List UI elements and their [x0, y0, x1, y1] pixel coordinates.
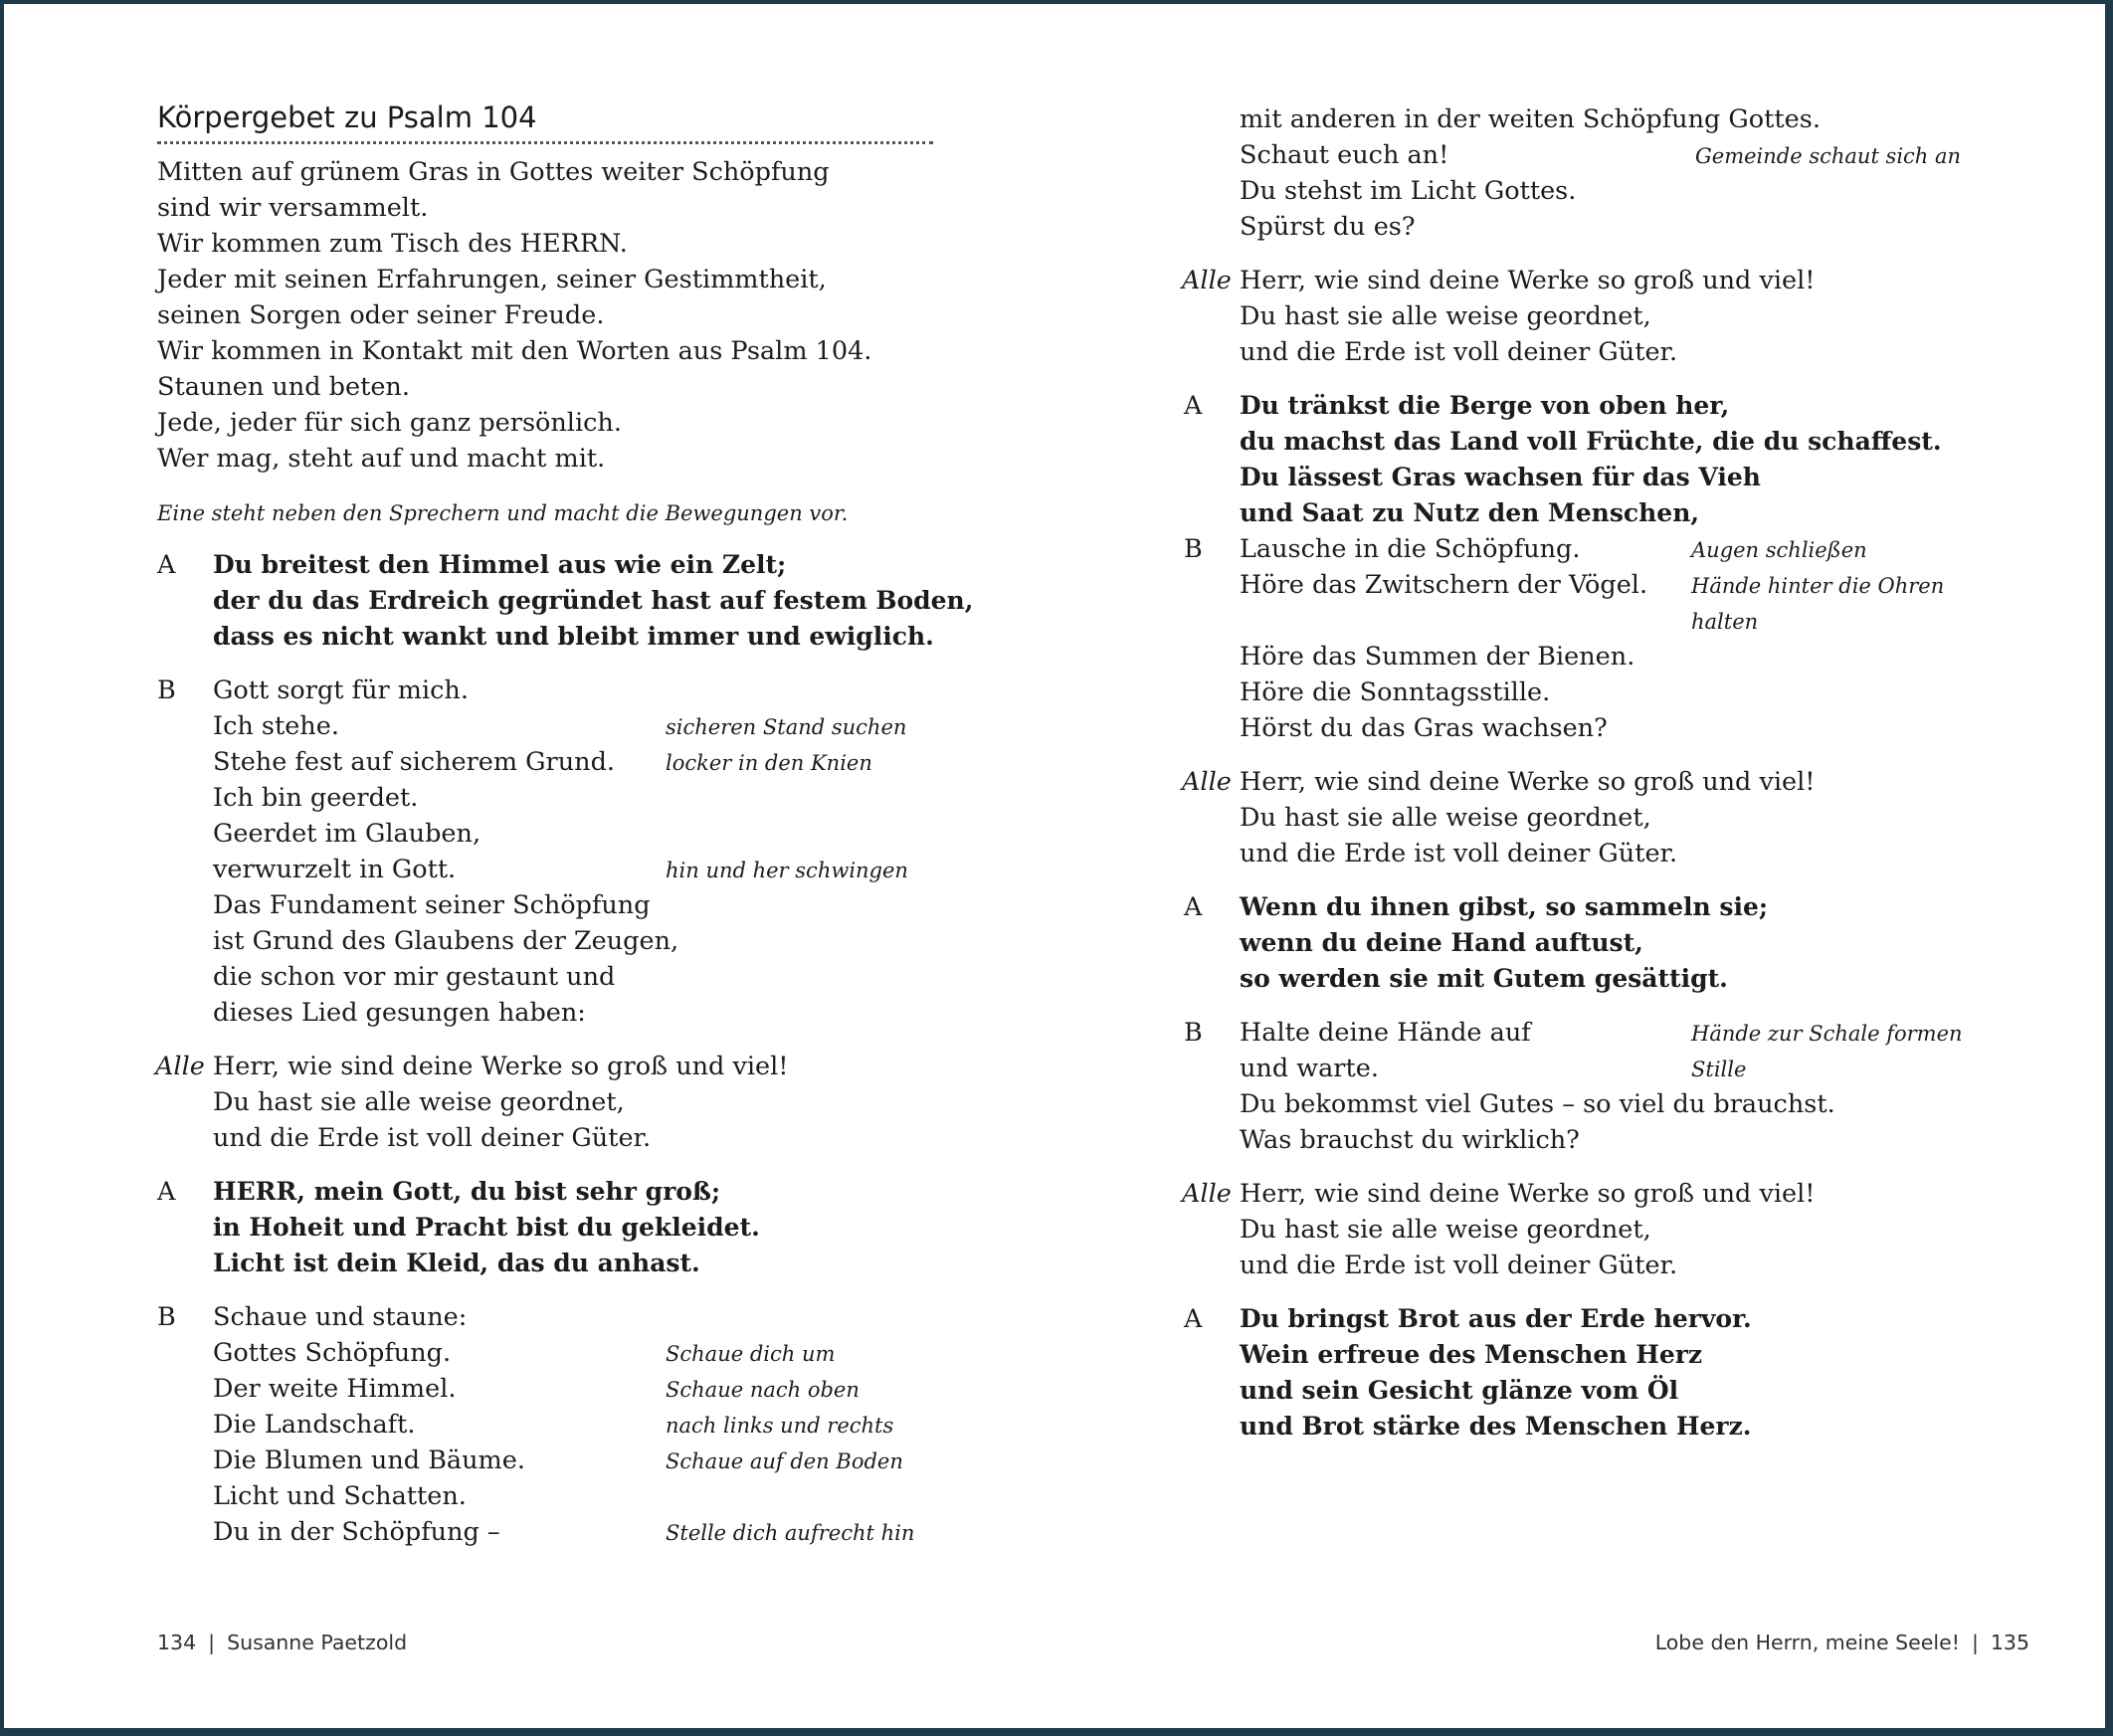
movement-note: locker in den Knien — [666, 751, 872, 775]
verse-line: Der weite Himmel. — [213, 1374, 457, 1404]
verse-line: Stehe fest auf sicherem Grund. — [213, 747, 616, 777]
verse-line: Schaut euch an! — [1240, 140, 1449, 170]
verse-line: Lausche in die Schöpfung. — [1240, 534, 1581, 564]
intro-line: Jeder mit seinen Erfahrungen, seiner Gestimmtheit, — [157, 265, 827, 294]
verse-line: und Brot stärke des Menschen Herz. — [1240, 1412, 1752, 1441]
verse-line: du machst das Land voll Früchte, die du schaffest. — [1240, 427, 1942, 456]
movement-note: sicheren Stand suchen — [666, 715, 907, 739]
instruction-text: Eine steht neben den Sprechern und macht die Bewegungen vor. — [157, 501, 849, 525]
verse-line: Wein erfreue des Menschen Herz — [1240, 1340, 1703, 1369]
verse-line: und sein Gesicht glänze vom Öl — [1240, 1376, 1679, 1405]
movement-note: Stille — [1691, 1058, 1747, 1081]
verse-line: verwurzelt in Gott. — [213, 855, 457, 884]
verse-line: Du in der Schöpfung – — [213, 1517, 500, 1547]
intro-line: Jede, jeder für sich ganz persönlich. — [157, 408, 622, 438]
verse-line: Was brauchst du wirklich? — [1240, 1125, 1580, 1155]
verse-line: Du hast sie alle weise geordnet, — [1240, 1215, 1651, 1245]
verse-line: Die Landschaft. — [213, 1410, 416, 1440]
verse-line: Du hast sie alle weise geordnet, — [1240, 301, 1651, 331]
verse-line: Gottes Schöpfung. — [213, 1338, 452, 1368]
verse-line: und die Erde ist voll deiner Güter. — [213, 1123, 652, 1153]
verse-line: Du bekommst viel Gutes – so viel du brauchst. — [1240, 1089, 1835, 1119]
speaker-label: Alle — [155, 1052, 205, 1081]
speaker-label: A — [157, 550, 176, 580]
verse-line: Wenn du ihnen gibst, so sammeln sie; — [1240, 892, 1769, 921]
verse-line: Das Fundament seiner Schöpfung — [213, 890, 651, 920]
movement-note: nach links und rechts — [666, 1414, 894, 1438]
verse-line: die schon vor mir gestaunt und — [213, 962, 616, 992]
verse-line: ist Grund des Glaubens der Zeugen, — [213, 926, 679, 956]
speaker-label: B — [1184, 534, 1203, 564]
verse-line: Du hast sie alle weise geordnet, — [213, 1087, 625, 1117]
footer-separator: | — [208, 1631, 216, 1654]
intro-line: sind wir versammelt. — [157, 193, 429, 223]
speaker-label: B — [157, 1302, 176, 1332]
verse-line: Du hast sie alle weise geordnet, — [1240, 803, 1651, 833]
speaker-label: B — [157, 675, 176, 705]
verse-line: Licht und Schatten. — [213, 1481, 467, 1511]
speaker-label: Alle — [1182, 767, 1232, 797]
verse-line: Geerdet im Glauben, — [213, 819, 481, 849]
verse-line: Ich bin geerdet. — [213, 783, 419, 813]
footer-right — [1655, 1625, 2029, 1660]
verse-line: und die Erde ist voll deiner Güter. — [1240, 337, 1678, 367]
verse-line: Die Blumen und Bäume. — [213, 1446, 525, 1475]
verse-line: und die Erde ist voll deiner Güter. — [1240, 1251, 1678, 1280]
movement-note: Hände zur Schale formen — [1691, 1022, 1963, 1046]
page-title: Körpergebet zu Psalm 104 — [157, 100, 537, 134]
movement-note: Augen schließen — [1691, 538, 1867, 562]
movement-note: Schaue auf den Boden — [666, 1449, 903, 1473]
movement-note: Schaue dich um — [666, 1342, 836, 1366]
verse-line: HERR, mein Gott, du bist sehr groß; — [213, 1177, 721, 1206]
verse-line: Du breitest den Himmel aus wie ein Zelt; — [213, 550, 787, 579]
footer-separator: | — [1971, 1631, 1979, 1654]
verse-line: Herr, wie sind deine Werke so groß und viel! — [1240, 266, 1816, 295]
verse-line: Gott sorgt für mich. — [213, 675, 469, 705]
author-name: Susanne Paetzold — [227, 1631, 408, 1654]
verse-line: in Hoheit und Pracht bist du gekleidet. — [213, 1213, 760, 1242]
movement-note: halten — [1691, 610, 1759, 634]
verse-line: und warte. — [1240, 1054, 1379, 1083]
verse-line: mit anderen in der weiten Schöpfung Gottes. — [1240, 104, 1821, 134]
intro-line: Wir kommen in Kontakt mit den Worten aus Psalm 104. — [157, 336, 872, 366]
speaker-label: A — [1184, 1304, 1203, 1334]
intro-line: Staunen und beten. — [157, 372, 410, 402]
verse-line: so werden sie mit Gutem gesättigt. — [1240, 964, 1728, 993]
verse-line: Hörst du das Gras wachsen? — [1240, 713, 1608, 743]
speaker-label: A — [157, 1177, 176, 1207]
page-number: 134 — [157, 1631, 197, 1654]
verse-line: wenn du deine Hand auftust, — [1240, 928, 1643, 957]
verse-line: der du das Erdreich gegründet hast auf festem Boden, — [213, 586, 974, 615]
speaker-label: A — [1184, 391, 1203, 421]
movement-note: hin und her schwingen — [666, 859, 908, 882]
movement-note: Schaue nach oben — [666, 1378, 860, 1402]
verse-line: Höre das Summen der Bienen. — [1240, 642, 1635, 672]
verse-line: Herr, wie sind deine Werke so groß und viel! — [1240, 767, 1816, 797]
speaker-label: Alle — [1182, 266, 1232, 295]
verse-line: Du stehst im Licht Gottes. — [1240, 176, 1577, 206]
verse-line: dass es nicht wankt und bleibt immer und ewiglich. — [213, 622, 934, 651]
verse-line: Höre das Zwitschern der Vögel. — [1240, 570, 1648, 600]
movement-note: Hände hinter die Ohren — [1691, 574, 1945, 598]
verse-line: Höre die Sonntagsstille. — [1240, 677, 1551, 707]
intro-line: Wir kommen zum Tisch des HERRN. — [157, 229, 628, 259]
movement-note: Gemeinde schaut sich an — [1695, 144, 1962, 168]
verse-line: Du bringst Brot aus der Erde hervor. — [1240, 1304, 1752, 1333]
dotted-divider — [157, 141, 933, 144]
intro-line: Mitten auf grünem Gras in Gottes weiter Schöpfung — [157, 157, 830, 187]
verse-line: Licht ist dein Kleid, das du anhast. — [213, 1249, 700, 1277]
verse-line: dieses Lied gesungen haben: — [213, 998, 586, 1028]
verse-line: Ich stehe. — [213, 711, 339, 741]
verse-line: und Saat zu Nutz den Menschen, — [1240, 498, 1700, 527]
book-spread — [4, 4, 2105, 1728]
verse-line: Halte deine Hände auf — [1240, 1018, 1531, 1048]
verse-line: Schaue und staune: — [213, 1302, 468, 1332]
verse-line: und die Erde ist voll deiner Güter. — [1240, 839, 1678, 868]
speaker-label: B — [1184, 1018, 1203, 1048]
verse-line: Herr, wie sind deine Werke so groß und viel! — [213, 1052, 789, 1081]
verse-line: Du tränkst die Berge von oben her, — [1240, 391, 1730, 420]
movement-note: Stelle dich aufrecht hin — [666, 1521, 915, 1545]
footer-left — [157, 1625, 407, 1660]
speaker-label: Alle — [1182, 1179, 1232, 1209]
speaker-label: A — [1184, 892, 1203, 922]
book-title: Lobe den Herrn, meine Seele! — [1654, 1631, 1960, 1654]
intro-line: seinen Sorgen oder seiner Freude. — [157, 300, 605, 330]
verse-line: Herr, wie sind deine Werke so groß und viel! — [1240, 1179, 1816, 1209]
verse-line: Du lässest Gras wachsen für das Vieh — [1240, 463, 1761, 491]
verse-line: Spürst du es? — [1240, 212, 1416, 242]
page-number: 135 — [1990, 1631, 2029, 1654]
intro-line: Wer mag, steht auf und macht mit. — [157, 444, 606, 474]
